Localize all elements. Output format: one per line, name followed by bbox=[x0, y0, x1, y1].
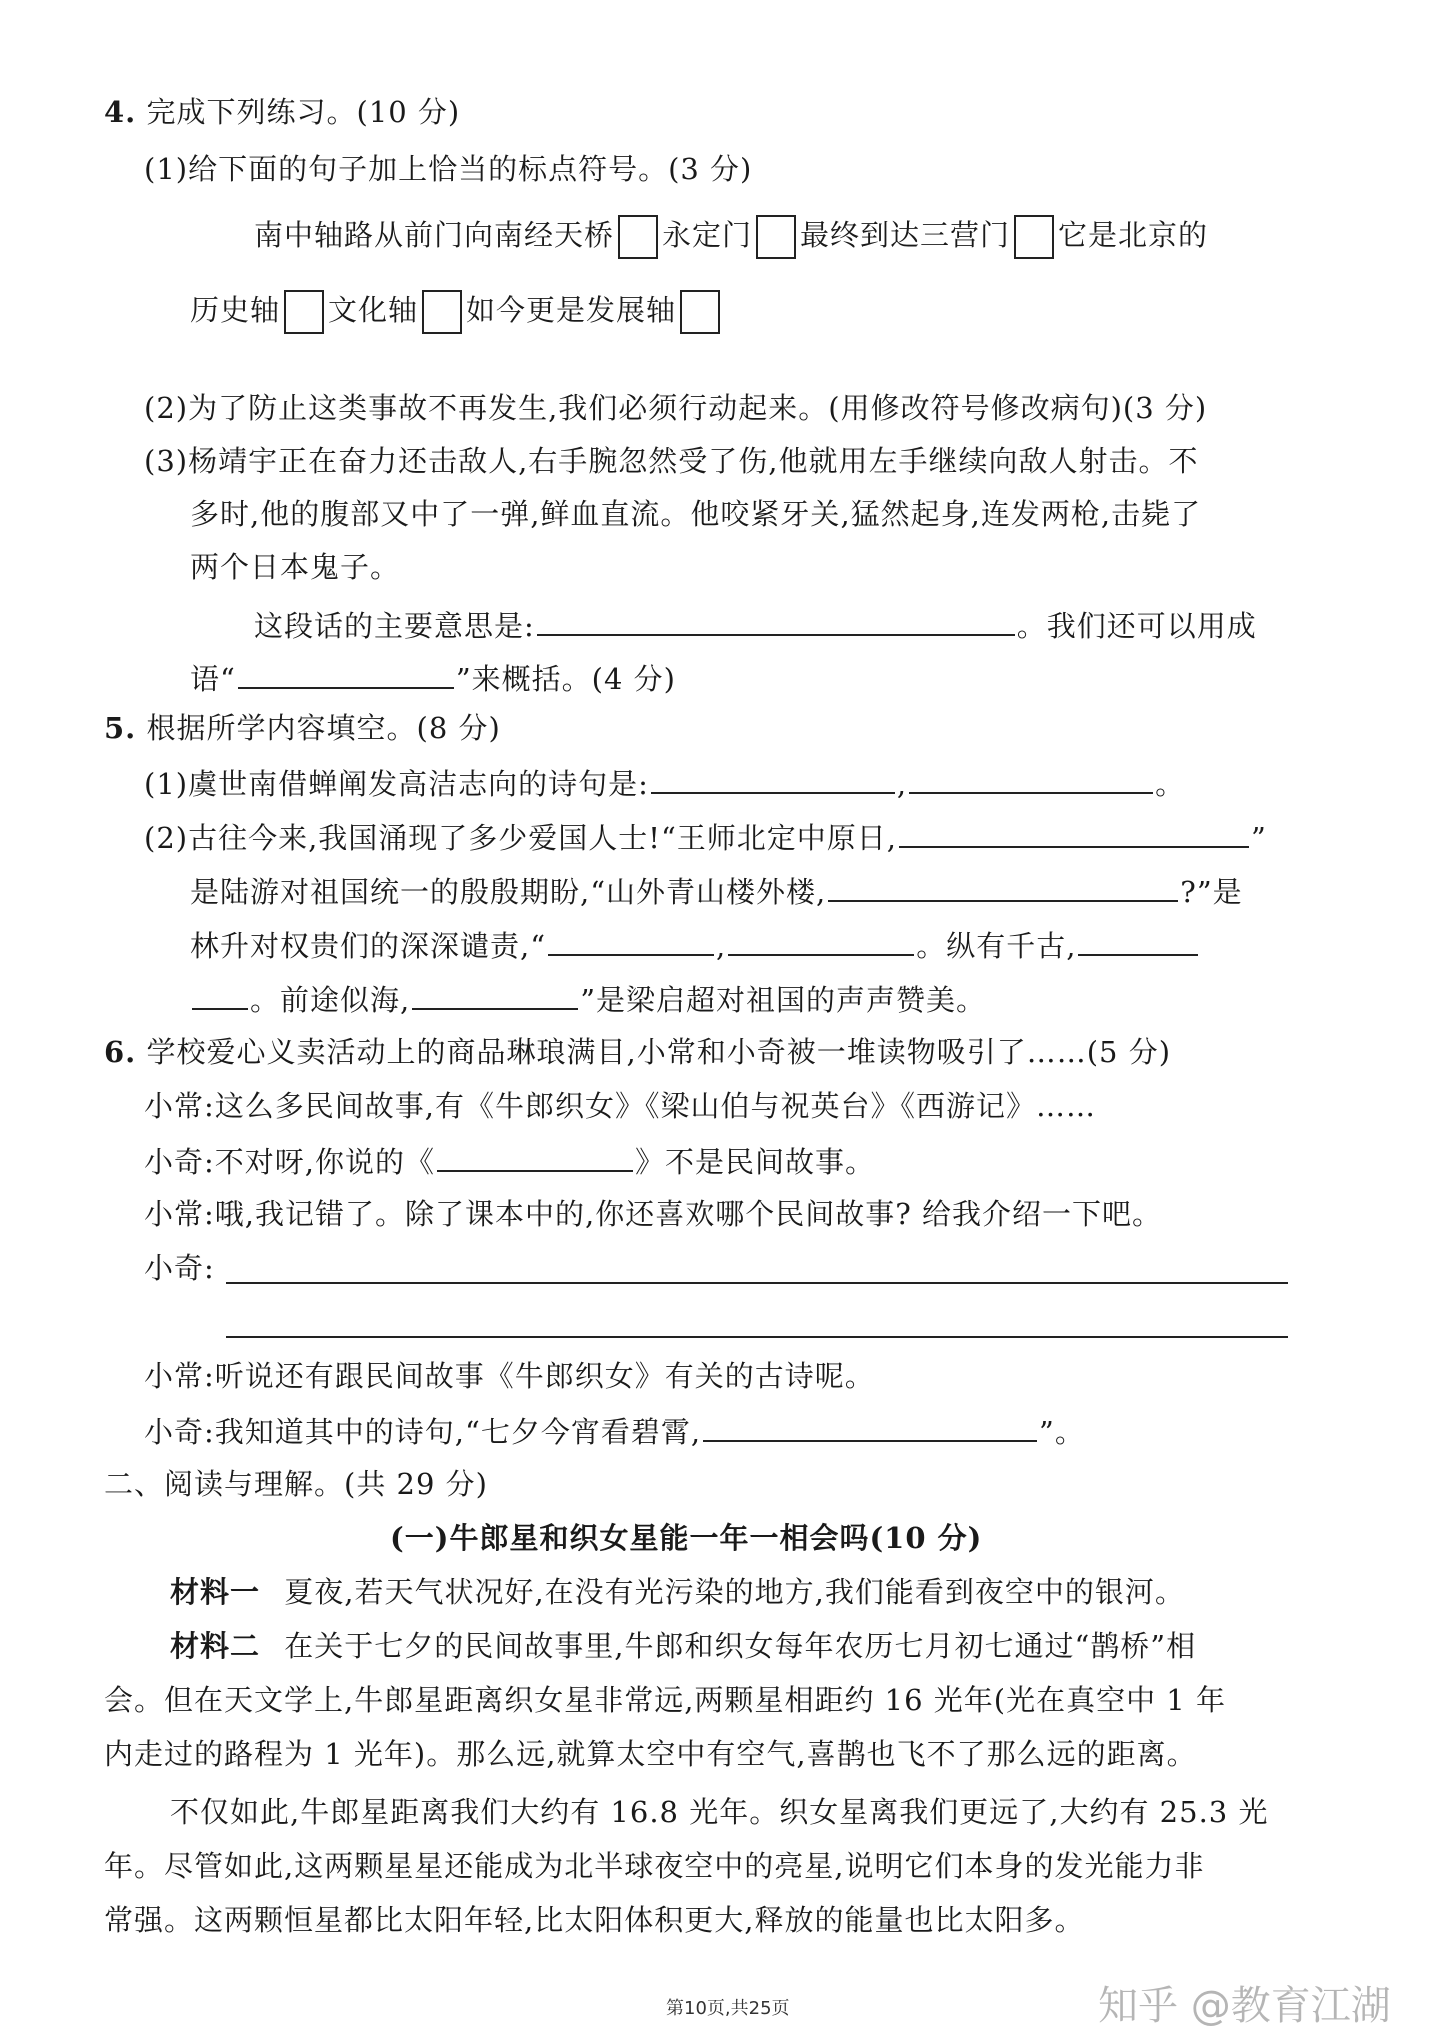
material-text: 夏夜,若天气状况好,在没有光污染的地方,我们能看到夜空中的银河。 bbox=[284, 1575, 1185, 1609]
q5-text: ?”是 bbox=[1180, 875, 1243, 909]
q4-number: 4. bbox=[104, 95, 137, 129]
dialogue-text: 小奇:不对呀,你说的《 bbox=[144, 1145, 435, 1179]
q5-part1-prompt: (1)虞世南借蝉阐发高洁志向的诗句是: bbox=[144, 767, 649, 801]
poem-blank[interactable] bbox=[899, 816, 1249, 848]
material-1 bbox=[170, 1572, 1185, 1612]
poem-blank[interactable] bbox=[828, 870, 1178, 902]
q4-punct-line1 bbox=[254, 215, 1208, 259]
q5-part2-line4 bbox=[190, 978, 986, 1020]
q5-number: 5. bbox=[104, 711, 137, 745]
q5-title bbox=[104, 708, 501, 748]
answer-line[interactable] bbox=[226, 1336, 1288, 1338]
punct-box[interactable] bbox=[422, 290, 462, 334]
poem-blank[interactable] bbox=[548, 924, 714, 956]
idiom-blank[interactable] bbox=[238, 657, 454, 689]
punct-seg: 南中轴路从前门向南经天桥 bbox=[254, 218, 615, 252]
q6-title-text: 学校爱心义卖活动上的商品琳琅满目,小常和小奇被一堆读物吸引了……(5 分) bbox=[146, 1035, 1172, 1069]
q5-text: 是陆游对祖国统一的殷殷期盼,“山外青山楼外楼, bbox=[190, 875, 827, 909]
material-label: 材料一 bbox=[170, 1575, 261, 1609]
punct-seg: 历史轴 bbox=[190, 293, 281, 327]
quote-close: ”来概括。(4 分) bbox=[455, 662, 676, 696]
poem-blank[interactable] bbox=[651, 762, 895, 794]
main-idea-blank[interactable] bbox=[537, 604, 1015, 636]
material-text: 在关于七夕的民间故事里,牛郎和织女每年农历七月初七通过“鹊桥”相 bbox=[284, 1629, 1197, 1663]
poem-blank[interactable] bbox=[703, 1410, 1037, 1442]
material-2-line1 bbox=[170, 1626, 1196, 1666]
punct-seg: 文化轴 bbox=[328, 293, 419, 327]
punct-box[interactable] bbox=[756, 215, 796, 259]
poem-blank[interactable] bbox=[1078, 924, 1198, 956]
q5-part2-line1 bbox=[144, 816, 1267, 858]
punct-seg: 如今更是发展轴 bbox=[466, 293, 677, 327]
punct-box[interactable] bbox=[618, 215, 658, 259]
page-number: 第10页,共25页 bbox=[666, 1998, 790, 2019]
material-2-line3: 内走过的路程为 1 光年)。那么远,就算太空中有空气,喜鹊也飞不了那么远的距离。 bbox=[104, 1737, 1197, 1771]
q4-part1-label: (1)给下面的句子加上恰当的标点符号。(3 分) bbox=[144, 152, 753, 186]
q5-part2-line3 bbox=[190, 924, 1200, 966]
q5-text: 。纵有千古, bbox=[916, 929, 1077, 963]
q4-part2: (2)为了防止这类事故不再发生,我们必须行动起来。(用修改符号修改病句)(3 分) bbox=[144, 391, 1208, 425]
poem-blank[interactable] bbox=[192, 978, 248, 1010]
q6-title bbox=[104, 1032, 1171, 1072]
q4-part3-line3: 两个日本鬼子。 bbox=[190, 550, 401, 584]
q4-part3-line4 bbox=[254, 604, 1257, 646]
punct-box[interactable] bbox=[284, 290, 324, 334]
q4-main-idea-prompt: 这段话的主要意思是: bbox=[254, 609, 535, 643]
material-label: 材料二 bbox=[170, 1629, 261, 1663]
q5-text: 林升对权贵们的深深谴责,“ bbox=[190, 929, 547, 963]
dialogue-line: 小常:这么多民间故事,有《牛郎织女》《梁山伯与祝英台》《西游记》…… bbox=[144, 1089, 1096, 1123]
poem-blank[interactable] bbox=[909, 762, 1153, 794]
punct-seg: 它是北京的 bbox=[1058, 218, 1209, 252]
paragraph-line: 常强。这两颗恒星都比太阳年轻,比太阳体积更大,释放的能量也比太阳多。 bbox=[104, 1903, 1085, 1937]
dialogue-line bbox=[144, 1410, 1085, 1452]
dialogue-text: ”。 bbox=[1039, 1415, 1085, 1449]
q6-number: 6. bbox=[104, 1035, 137, 1069]
section-title: 二、阅读与理解。(共 29 分) bbox=[104, 1467, 488, 1501]
dialogue-line bbox=[144, 1140, 875, 1182]
paragraph-line: 不仅如此,牛郎星距离我们大约有 16.8 光年。织女星离我们更远了,大约有 25.3 光 bbox=[170, 1795, 1269, 1829]
q5-part1 bbox=[144, 762, 1185, 804]
q5-title-text: 根据所学内容填空。(8 分) bbox=[146, 711, 501, 745]
watermark: 知乎 @教育江湖 bbox=[1098, 1983, 1391, 2029]
dialogue-line: 小常:哦,我记错了。除了课本中的,你还喜欢哪个民间故事? 给我介绍一下吧。 bbox=[144, 1197, 1162, 1231]
q5-text: ”是梁启超对祖国的声声赞美。 bbox=[580, 983, 987, 1017]
period: 。 bbox=[1155, 767, 1186, 801]
q5-text: ” bbox=[1251, 821, 1267, 855]
q5-text: , bbox=[716, 929, 727, 963]
q4-title bbox=[104, 92, 460, 132]
dialogue-line: 小奇: bbox=[144, 1251, 215, 1285]
q5-part2-line2 bbox=[190, 870, 1243, 912]
punct-seg: 最终到达三营门 bbox=[800, 218, 1011, 252]
poem-blank[interactable] bbox=[728, 924, 914, 956]
dialogue-line: 小常:听说还有跟民间故事《牛郎织女》有关的古诗呢。 bbox=[144, 1359, 875, 1393]
answer-line[interactable] bbox=[226, 1282, 1288, 1284]
material-2-line2: 会。但在天文学上,牛郎星距离织女星非常远,两颗星相距约 16 光年(光在真空中 1 年 bbox=[104, 1683, 1226, 1717]
q4-punct-line2 bbox=[190, 290, 724, 334]
dialogue-text: 小奇:我知道其中的诗句,“七夕今宵看碧霄, bbox=[144, 1415, 702, 1449]
passage-title: (一)牛郎星和织女星能一年一相会吗(10 分) bbox=[390, 1521, 983, 1555]
q4-part3-line2: 多时,他的腹部又中了一弹,鲜血直流。他咬紧牙关,猛然起身,连发两枪,击毙了 bbox=[190, 497, 1202, 531]
q4-title-text: 完成下列练习。(10 分) bbox=[146, 95, 461, 129]
punct-box[interactable] bbox=[680, 290, 720, 334]
q4-idiom-prompt: 。我们还可以用成 bbox=[1016, 609, 1257, 643]
punct-box[interactable] bbox=[1014, 215, 1054, 259]
q4-part3-line1: (3)杨靖宇正在奋力还击敌人,右手腕忽然受了伤,他就用左手继续向敌人射击。不 bbox=[144, 444, 1199, 478]
story-blank[interactable] bbox=[437, 1140, 633, 1172]
punct-seg: 永定门 bbox=[662, 218, 753, 252]
quote-open: 语“ bbox=[190, 662, 236, 696]
q5-text: 。前途似海, bbox=[250, 983, 411, 1017]
paragraph-line: 年。尽管如此,这两颗星星还能成为北半球夜空中的亮星,说明它们本身的发光能力非 bbox=[104, 1849, 1205, 1883]
q4-part3-line5 bbox=[190, 657, 676, 699]
comma: , bbox=[896, 767, 908, 801]
poem-blank[interactable] bbox=[412, 978, 578, 1010]
q5-text: (2)古往今来,我国涌现了多少爱国人士!“王师北定中原日, bbox=[144, 821, 897, 855]
dialogue-text: 》不是民间故事。 bbox=[635, 1145, 876, 1179]
